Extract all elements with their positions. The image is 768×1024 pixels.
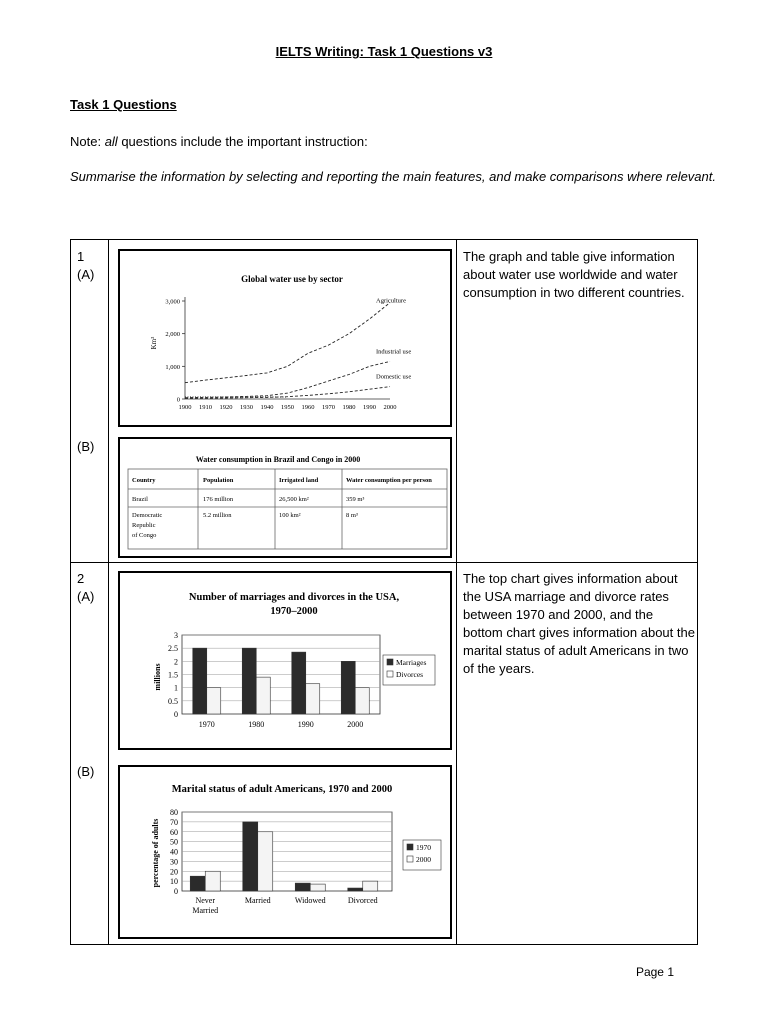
line-series-label: Industrial use [376, 348, 412, 356]
bar1-y-tick-label: 2.5 [168, 644, 178, 654]
bar-marriages-1970 [193, 648, 207, 714]
line-chart-x-tick-label: 1970 [322, 404, 335, 411]
bar-2000-never-married [205, 871, 220, 891]
row2-label-a: (A) [77, 589, 95, 604]
table-cell-congo-line3: of Congo [132, 532, 157, 539]
table-col-divider-2 [456, 239, 457, 945]
marriages-chart-title-line2: 1970–2000 [270, 606, 318, 617]
bar2-legend-swatch [407, 856, 413, 862]
bar1-legend-swatch [387, 659, 393, 665]
row2-label-b: (B) [77, 764, 95, 779]
bar-divorces-2000 [355, 688, 369, 714]
line-chart-x-tick-label: 1960 [301, 404, 315, 411]
line-series-label: Domestic use [376, 373, 412, 381]
table-cell-brazil-population: 176 million [203, 496, 234, 503]
bar1-x-tick-label: 2000 [347, 720, 364, 729]
note-prefix: Note: [70, 134, 105, 149]
bar-divorces-1990 [306, 684, 320, 714]
table-cell-brazil-consumption: 359 m³ [346, 496, 365, 503]
row1-label-a: (A) [77, 267, 95, 282]
marital-status-bar-chart [120, 767, 450, 937]
line-chart-x-tick-label: 1950 [281, 404, 294, 411]
bar1-y-tick-label: 1 [174, 683, 178, 693]
marriages-y-label: millions [153, 663, 162, 691]
note-line [70, 134, 368, 149]
bar2-x-tick-label: Divorced [347, 896, 378, 905]
bar1-y-tick-label: 1.5 [168, 670, 178, 680]
bar1-x-tick-label: 1970 [198, 720, 215, 729]
table-header-irrigated-land: Irrigated land [279, 477, 319, 484]
bar2-y-tick-label: 60 [170, 827, 178, 837]
line-chart-y-tick-label: 0 [176, 396, 180, 404]
table-cell-congo-population: 5.2 million [203, 512, 232, 519]
instruction-text: Summarise the information by selecting and reporting the main features, and make comparisons where relevant. [70, 169, 716, 184]
table-col-divider-1 [108, 239, 109, 945]
note-emphasis: all [104, 134, 118, 149]
line-chart-x-tick-label: 1990 [363, 404, 376, 411]
row1-label-b: (B) [77, 439, 95, 454]
water-table-frame [118, 437, 452, 558]
line-chart-x-tick-label: 1900 [178, 404, 192, 411]
water-table-title: Water consumption in Brazil and Congo in 2000 [195, 455, 361, 464]
bar2-legend-label: 2000 [416, 855, 431, 864]
bar1-legend-label: Marriages [396, 658, 427, 667]
table-header-water-consumption: Water consumption per person [346, 477, 432, 484]
line-chart-x-tick-label: 1980 [342, 404, 356, 411]
bar2-x-tick-label: Widowed [294, 896, 326, 905]
bar2-y-tick-label: 30 [170, 857, 178, 867]
line-chart-x-tick-label: 1930 [240, 404, 253, 411]
bar-2000-widowed [310, 884, 325, 891]
line-series-label: Agriculture [376, 297, 406, 305]
bar2-x-tick-label: Never [195, 896, 216, 905]
table-border-top [70, 239, 698, 240]
bar1-legend-label: Divorces [396, 670, 424, 679]
bar2-y-tick-label: 20 [170, 867, 178, 877]
bar-1970-divorced [348, 888, 363, 891]
table-cell-brazil-irrigated: 26,500 km² [279, 496, 309, 503]
row2-description: The top chart gives information about the USA marriage and divorce rates between 1970 and 2000, and the bottom chart gives information about the marital status of adult Americans in two of the years. [463, 571, 695, 676]
bar1-y-tick-label: 0.5 [168, 696, 178, 706]
table-cell-brazil: Brazil [132, 496, 148, 503]
table-cell-congo-consumption: 8 m³ [346, 512, 358, 519]
bar2-y-tick-label: 0 [174, 887, 178, 896]
water-use-chart-title: Global water use by sector [241, 274, 343, 284]
water-consumption-table [120, 439, 450, 556]
section-heading: Task 1 Questions [70, 97, 177, 112]
table-border-right [697, 239, 698, 945]
table-cell-congo-irrigated: 100 km² [279, 512, 301, 519]
table-border-bottom [70, 944, 698, 945]
marital-chart-title: Marital status of adult Americans, 1970 and 2000 [171, 784, 393, 795]
bar2-x-tick-label: Married [244, 896, 271, 905]
bar-marriages-1980 [242, 648, 256, 714]
table-cell-congo-line2: Republic [132, 522, 156, 529]
line-chart-y-tick-label: 1,000 [165, 363, 180, 371]
table-row-divider [70, 562, 698, 563]
document-title: IELTS Writing: Task 1 Questions v3 [275, 44, 493, 59]
bar1-y-tick-label: 0 [174, 710, 178, 719]
bar-divorces-1970 [207, 688, 221, 714]
marital-y-label: percentage of adults [151, 818, 160, 888]
table-border-left [70, 239, 71, 945]
bar-divorces-1980 [256, 677, 270, 714]
bar2-y-tick-label: 80 [170, 808, 178, 817]
marriages-divorces-bar-chart [120, 573, 450, 748]
bar2-y-tick-label: 70 [170, 817, 178, 827]
row2-number: 2 [77, 571, 85, 586]
line-chart-x-tick-label: 2000 [383, 404, 397, 411]
bar1-x-tick-label: 1990 [297, 720, 314, 729]
marriages-chart-title-line1: Number of marriages and divorces in the USA, [188, 592, 400, 603]
bar2-y-tick-label: 50 [170, 837, 178, 847]
bar1-x-tick-label: 1980 [248, 720, 265, 729]
page-number: Page 1 [635, 965, 674, 979]
bar-marriages-2000 [341, 661, 355, 714]
table-cell-congo-line1: Democratic [132, 512, 163, 519]
bar2-y-tick-label: 10 [170, 877, 178, 887]
bar-1970-widowed [295, 883, 310, 891]
row1-number: 1 [77, 249, 85, 264]
bar-1970-never-married [190, 876, 205, 891]
bar2-legend-label: 1970 [416, 843, 431, 852]
line-chart-x-tick-label: 1920 [219, 404, 233, 411]
water-use-y-label: Km³ [150, 336, 158, 350]
table-header-country: Country [132, 477, 156, 484]
marital-chart-frame [118, 765, 452, 939]
bar-1970-married [243, 822, 258, 891]
bar-marriages-1990 [292, 652, 306, 714]
line-chart-x-tick-label: 1910 [199, 404, 212, 411]
bar1-y-tick-label: 3 [174, 631, 178, 640]
bar-2000-married [258, 832, 273, 891]
water-use-line-chart [120, 251, 450, 425]
line-chart-x-tick-label: 1940 [260, 404, 274, 411]
bar2-y-tick-label: 40 [170, 847, 178, 857]
table-header-population: Population [203, 477, 234, 484]
bar1-y-tick-label: 2 [174, 657, 178, 667]
bar1-legend-swatch [387, 671, 393, 677]
bar-2000-divorced [363, 881, 378, 891]
note-suffix: questions include the important instruction: [117, 134, 368, 149]
water-use-chart-frame [118, 249, 452, 427]
line-chart-y-tick-label: 2,000 [165, 331, 180, 339]
line-chart-y-tick-label: 3,000 [165, 298, 180, 306]
line-series-industrial-use [185, 361, 390, 397]
row1-description: The graph and table give information about water use worldwide and water consumption in two different countries. [463, 249, 685, 300]
bar2-x-tick-label: Married [192, 906, 219, 915]
marriages-chart-frame [118, 571, 452, 750]
bar2-legend-swatch [407, 844, 413, 850]
